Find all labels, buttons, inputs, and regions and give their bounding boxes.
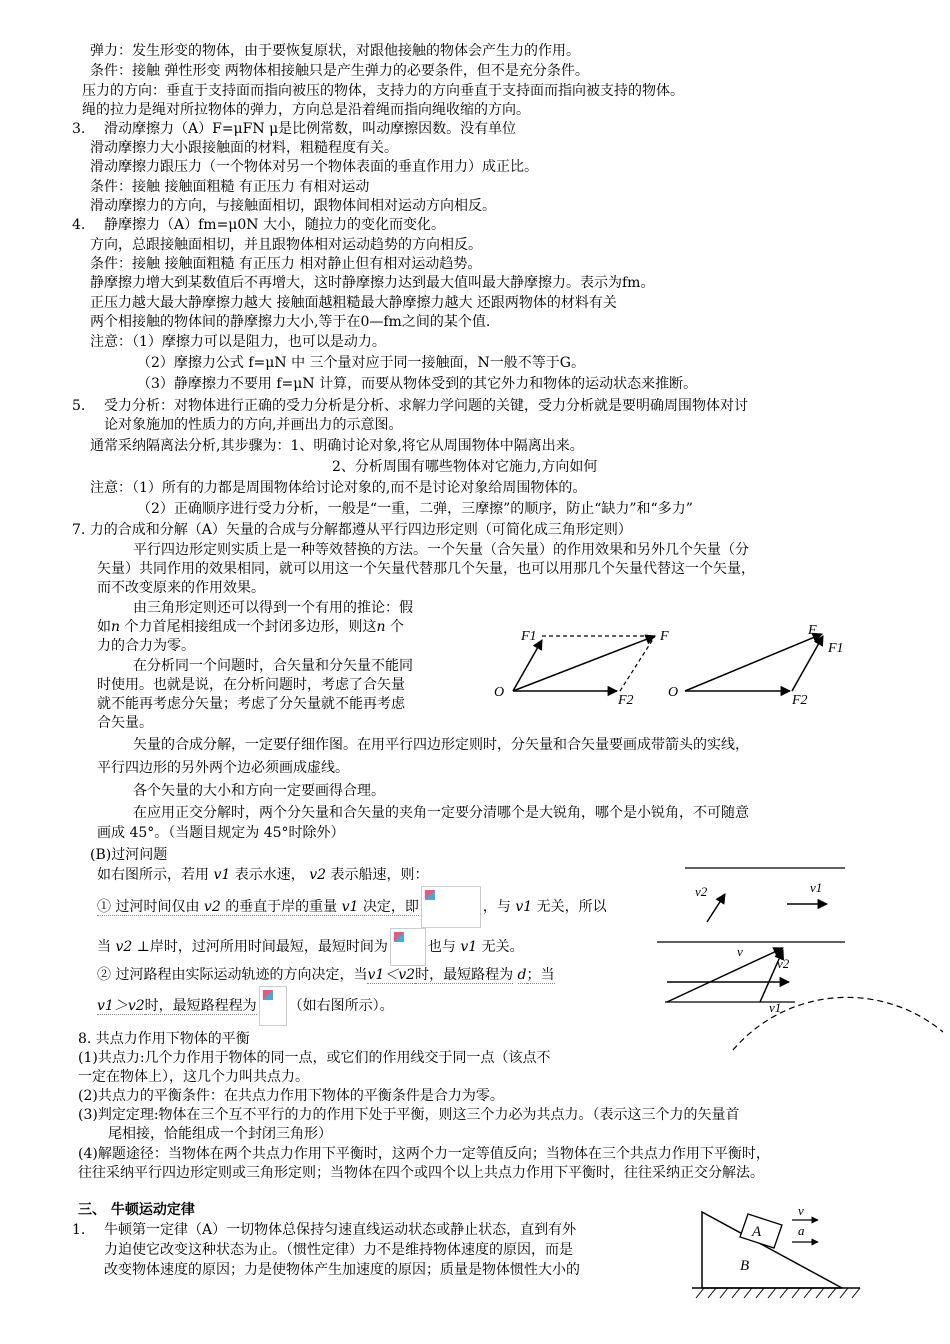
river-figure: [655, 862, 945, 1052]
f-arrow: [685, 634, 822, 691]
formula-image: [390, 928, 426, 966]
label-v: v: [737, 944, 743, 959]
label-v1: v1: [769, 1000, 782, 1015]
label-a-accel: a: [798, 1223, 805, 1238]
text-line: 平行四边形定则实质上是一种等效替换的方法。一个矢量（合矢量）的作用效果和另外几个矢量（分: [133, 542, 749, 558]
v-arrow: [667, 948, 783, 1002]
text-line: 矢量）共同作用的效果相同，就可以用这一个矢量代替那几个矢量，也可以用那几个矢量代替这一个矢量，: [97, 561, 755, 577]
formula-image: [421, 886, 481, 928]
text-line: 改变物体速度的原因；力是使物体产生加速度的原因；质量是物体惯性大小的: [104, 1262, 580, 1278]
label-v1: v1: [810, 880, 823, 895]
text-line: 力的合力为零。: [97, 638, 195, 654]
list-number: 4.: [72, 217, 86, 233]
text-line: 绳的拉力是绳对所拉物体的弹力，方向总是沿着绳而指向绳收缩的方向。: [82, 102, 530, 118]
text-line: 静摩擦力增大到某数值后不再增大，这时静摩擦力达到最大值叫最大静摩擦力。表示为fm。: [90, 275, 655, 291]
text-line: 正压力越大最大静摩擦力越大 接触面越粗糙最大静摩擦力越大 还跟两物体的材料有关: [90, 295, 617, 311]
label-b: B: [740, 1258, 750, 1274]
text-line: 时使用。也就是说，在分析问题时，考虑了合矢量: [97, 677, 405, 693]
text-line: 画成 45°。（当题目规定为 45°时除外）: [97, 825, 345, 841]
text-line: 一定在物体上），这几个力叫共点力。: [78, 1069, 309, 1085]
text-line: (2)共点力的平衡条件：在共点力作用下物体的平衡条件是合力为零。: [78, 1088, 504, 1104]
text-line: 在分析同一个问题时，合矢量和分矢量不能同: [133, 658, 413, 674]
label-f1: F1: [828, 641, 844, 656]
vector-figure: [490, 618, 860, 718]
label-v2: v2: [777, 956, 790, 971]
text-line: 受力分析：对物体进行正确的受力分析是分析、求解力学问题的关键，受力分析就是要明确周围物体对讨: [104, 398, 748, 414]
section-heading: 7. 力的合成和分解（A）矢量的合成与分解都遵从平行四边形定则（可简化成三角形定则）: [72, 522, 632, 538]
text-line: ② 过河路程由实际运动轨迹的方向决定，当v1＜v2时，最短路程为 d；当: [97, 967, 555, 983]
text-line: 矢量的合成分解，一定要仔细作图。在用平行四边形定则时，分矢量和合矢量要画成带箭头的实线，: [133, 737, 749, 753]
dashed-edge: [620, 636, 655, 691]
section-heading: 三、 牛顿运动定律: [78, 1202, 195, 1218]
label-f: F: [660, 629, 669, 644]
text-line: 方向，总跟接触面相切，并且跟物体相对运动趋势的方向相反。: [90, 237, 482, 253]
text-line: 条件：接触 接触面粗糙 有正压力 有相对运动: [90, 179, 370, 195]
text-line: 往往采纳平行四边形定则或三角形定则；当物体在四个或四个以上共点力作用下平衡时，往往采纳正交分解法。: [78, 1165, 764, 1181]
text-line: 2、分析周围有哪些物体对它施力,方向如何: [332, 459, 598, 475]
text-line: 滑动摩擦力的方向，与接触面相切，跟物体间相对运动方向相反。: [90, 198, 496, 214]
text-line: 滑动摩擦力大小跟接触面的材料，粗糙程度有关。: [90, 140, 398, 156]
dashed-arc: [733, 997, 943, 1050]
label-o: O: [494, 685, 505, 700]
text-line: 条件：接触 接触面粗糙 有正压力 相对静止但有相对运动趋势。: [90, 256, 482, 272]
text-line: (3)判定定理:物体在三个互不平行的力的作用下处于平衡，则这三个力必为共点力。（表示这三个力的矢量首: [78, 1107, 740, 1123]
text-line: 而不改变原来的作用效果。: [97, 580, 265, 596]
text-line: 尾相接，恰能组成一个封闭三角形）: [108, 1126, 332, 1142]
text-line: 如右图所示，若用 v1 表示水速， v2 表示船速，则：: [97, 867, 429, 883]
text-line: 两个相接触的物体间的静摩擦力大小,等于在0—fm之间的某个值.: [90, 314, 491, 330]
label-f2: F2: [618, 693, 634, 708]
f-arrow: [513, 636, 655, 691]
text-line: 由三角形定则还可以得到一个有用的推论：假: [133, 600, 413, 616]
text-line: 静摩擦力（A）fm=μ0N 大小，随拉力的变化而变化。: [104, 217, 446, 233]
label-v: v: [798, 1203, 804, 1218]
incline-figure: [690, 1200, 870, 1306]
text-line: (4)解题途径：当物体在两个共点力作用下平衡时，这两个力一定等值反向；当物体在三个共点力作用下平衡时，: [78, 1146, 770, 1162]
label-v2: v2: [695, 884, 708, 899]
text-line: 平行四边形的另外两个边必须画成虚线。: [97, 760, 349, 776]
text-line: （3）静摩擦力不要用 f=μN 计算，而要从物体受到的其它外力和物体的运动状态来推断。: [137, 376, 698, 392]
section-heading: 8. 共点力作用下物体的平衡: [78, 1031, 250, 1047]
text-line: 弹力：发生形变的物体，由于要恢复原状，对跟他接触的物体会产生力的作用。: [90, 43, 580, 59]
text-line: (B)过河问题: [90, 847, 168, 863]
label-f1: F1: [521, 629, 537, 644]
text-line: (1)共点力:几个力作用于物体的同一点，或它们的作用线交于同一点（该点不: [78, 1050, 551, 1066]
text-line: 压力的方向：垂直于支持面而指向被压的物体，支持力的方向垂直于支持面而指向被支持的物体。: [82, 83, 684, 99]
text-line: （2）摩擦力公式 f=μN 中 三个量对应于同一接触面，N一般不等于G。: [137, 355, 585, 371]
text-line: ① 过河时间仅由 v2 的垂直于岸的重量 v1 决定，即 ，与 v1 无关，所以: [97, 886, 607, 928]
label-f: F: [808, 623, 817, 638]
text-line: （2）正确顺序进行受力分析，一般是“一重，二弹，三摩擦”的顺序，防止“缺力”和“多力”: [137, 501, 693, 517]
text-line: 各个矢量的大小和方向一定要画得合理。: [133, 783, 385, 799]
text-line: 在应用正交分解时，两个分矢量和合矢量的夹角一定要分清哪个是大锐角，哪个是小锐角，不可随意: [133, 805, 749, 821]
text-line: 就不能再考虑分矢量；考虑了分矢量就不能再考虑: [97, 696, 405, 712]
text-line: 滑动摩擦力（A）F=μFN μ是比例常数，叫动摩擦因数。没有单位: [104, 121, 517, 137]
list-number: 5.: [72, 398, 86, 414]
text-line: 力迫使它改变这种状态为止。（惯性定律）力不是维持物体速度的原因，而是: [104, 1242, 573, 1258]
formula-image: [259, 986, 287, 1026]
text-line: 当 v2 ⊥岸时，过河所用时间最短，最短时间为 也与 v1 无关。: [97, 928, 524, 966]
text-line: v1＞v2时，最短路程程为 （如右图所示）。: [97, 986, 394, 1026]
text-line: 论对象施加的性质力的方向,并画出力的示意图。: [104, 417, 403, 433]
text-line: 注意：（1）摩擦力可以是阻力，也可以是动力。: [90, 334, 386, 350]
label-a: A: [752, 1224, 762, 1240]
text-line: 合矢量。: [97, 715, 153, 731]
list-number: 1.: [72, 1222, 86, 1238]
text-line: 注意：（1）所有的力都是周围物体给讨论对象的,而不是讨论对象给周围物体的。: [90, 480, 587, 496]
label-o: O: [668, 685, 679, 700]
v2-arrow: [707, 894, 725, 922]
text-line: 条件：接触 弹性形变 两物体相接触只是产生弹力的必要条件，但不是充分条件。: [90, 63, 589, 79]
list-number: 3.: [72, 121, 86, 137]
f1-arrow: [513, 640, 542, 691]
text-line: 如n 个力首尾相接组成一个封闭多边形，则这n 个: [97, 619, 404, 635]
label-f2: F2: [792, 693, 808, 708]
text-line: 牛顿第一定律（A）一切物体总保持匀速直线运动状态或静止状态，直到有外: [104, 1222, 577, 1238]
text-line: 滑动摩擦力跟压力（一个物体对另一个物体表面的垂直作用力）成正比。: [90, 159, 538, 175]
text-line: 通常采纳隔离法分析,其步骤为：1、明确讨论对象,将它从周围物体中隔离出来。: [90, 438, 584, 454]
